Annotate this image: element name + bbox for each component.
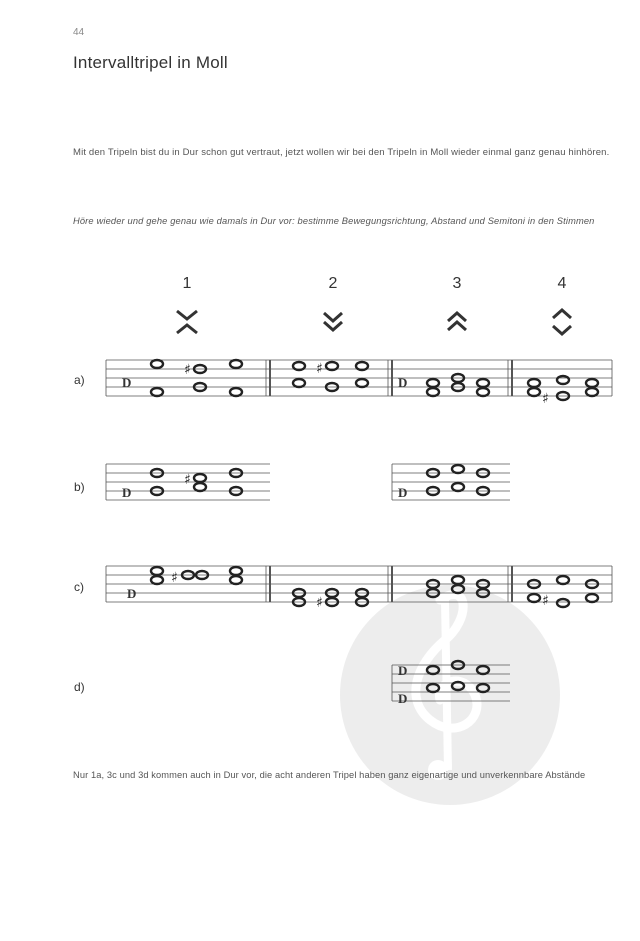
page-number: 44	[73, 27, 85, 38]
row-label-b: b)	[74, 480, 85, 494]
svg-text:♯: ♯	[184, 362, 191, 378]
svg-text:D: D	[127, 586, 137, 601]
svg-text:D: D	[122, 485, 132, 500]
column-number-1: 1	[182, 275, 192, 292]
svg-text:♯: ♯	[542, 593, 549, 609]
sharp-signs	[171, 361, 549, 611]
footer-note: Nur 1a, 3c und 3d kommen auch in Dur vor, die acht anderen Tripel haben ganz eigenartige und unverkennbare Abstände	[73, 770, 586, 780]
svg-text:♯: ♯	[316, 361, 323, 377]
svg-text:♯: ♯	[316, 595, 323, 611]
svg-text:D: D	[398, 663, 408, 678]
column-number-4: 4	[557, 275, 567, 292]
svg-text:D: D	[398, 375, 408, 390]
svg-text:D: D	[122, 375, 132, 390]
svg-text:♯: ♯	[542, 391, 549, 407]
diverge-icon	[553, 310, 571, 334]
page-title: Intervalltripel in Moll	[73, 53, 228, 72]
svg-text:♯: ♯	[184, 472, 191, 488]
row-label-c: c)	[74, 580, 84, 594]
svg-text:D: D	[398, 691, 408, 706]
svg-text:♯: ♯	[171, 570, 178, 586]
column-number-3: 3	[452, 275, 462, 292]
double-up-icon	[448, 313, 466, 330]
svg-text:D: D	[398, 485, 408, 500]
staff-row-a	[106, 360, 612, 396]
row-label-d: d)	[74, 680, 85, 694]
converge-icon	[177, 311, 197, 333]
row-label-a: a)	[74, 373, 85, 387]
intro-text: Mit den Tripeln bist du in Dur schon gut vertraut, jetzt wollen wir bei den Tripeln in Moll wieder einmal ganz genau hinhören.	[73, 147, 610, 158]
column-number-2: 2	[328, 275, 338, 292]
double-down-icon	[324, 313, 342, 330]
instruction-text: Höre wieder und gehe genau wie damals in Dur vor: bestimme Bewegungsrichtung, Abstand und Semitoni in den Stimmen	[73, 216, 595, 226]
staff-row-b	[106, 464, 510, 500]
